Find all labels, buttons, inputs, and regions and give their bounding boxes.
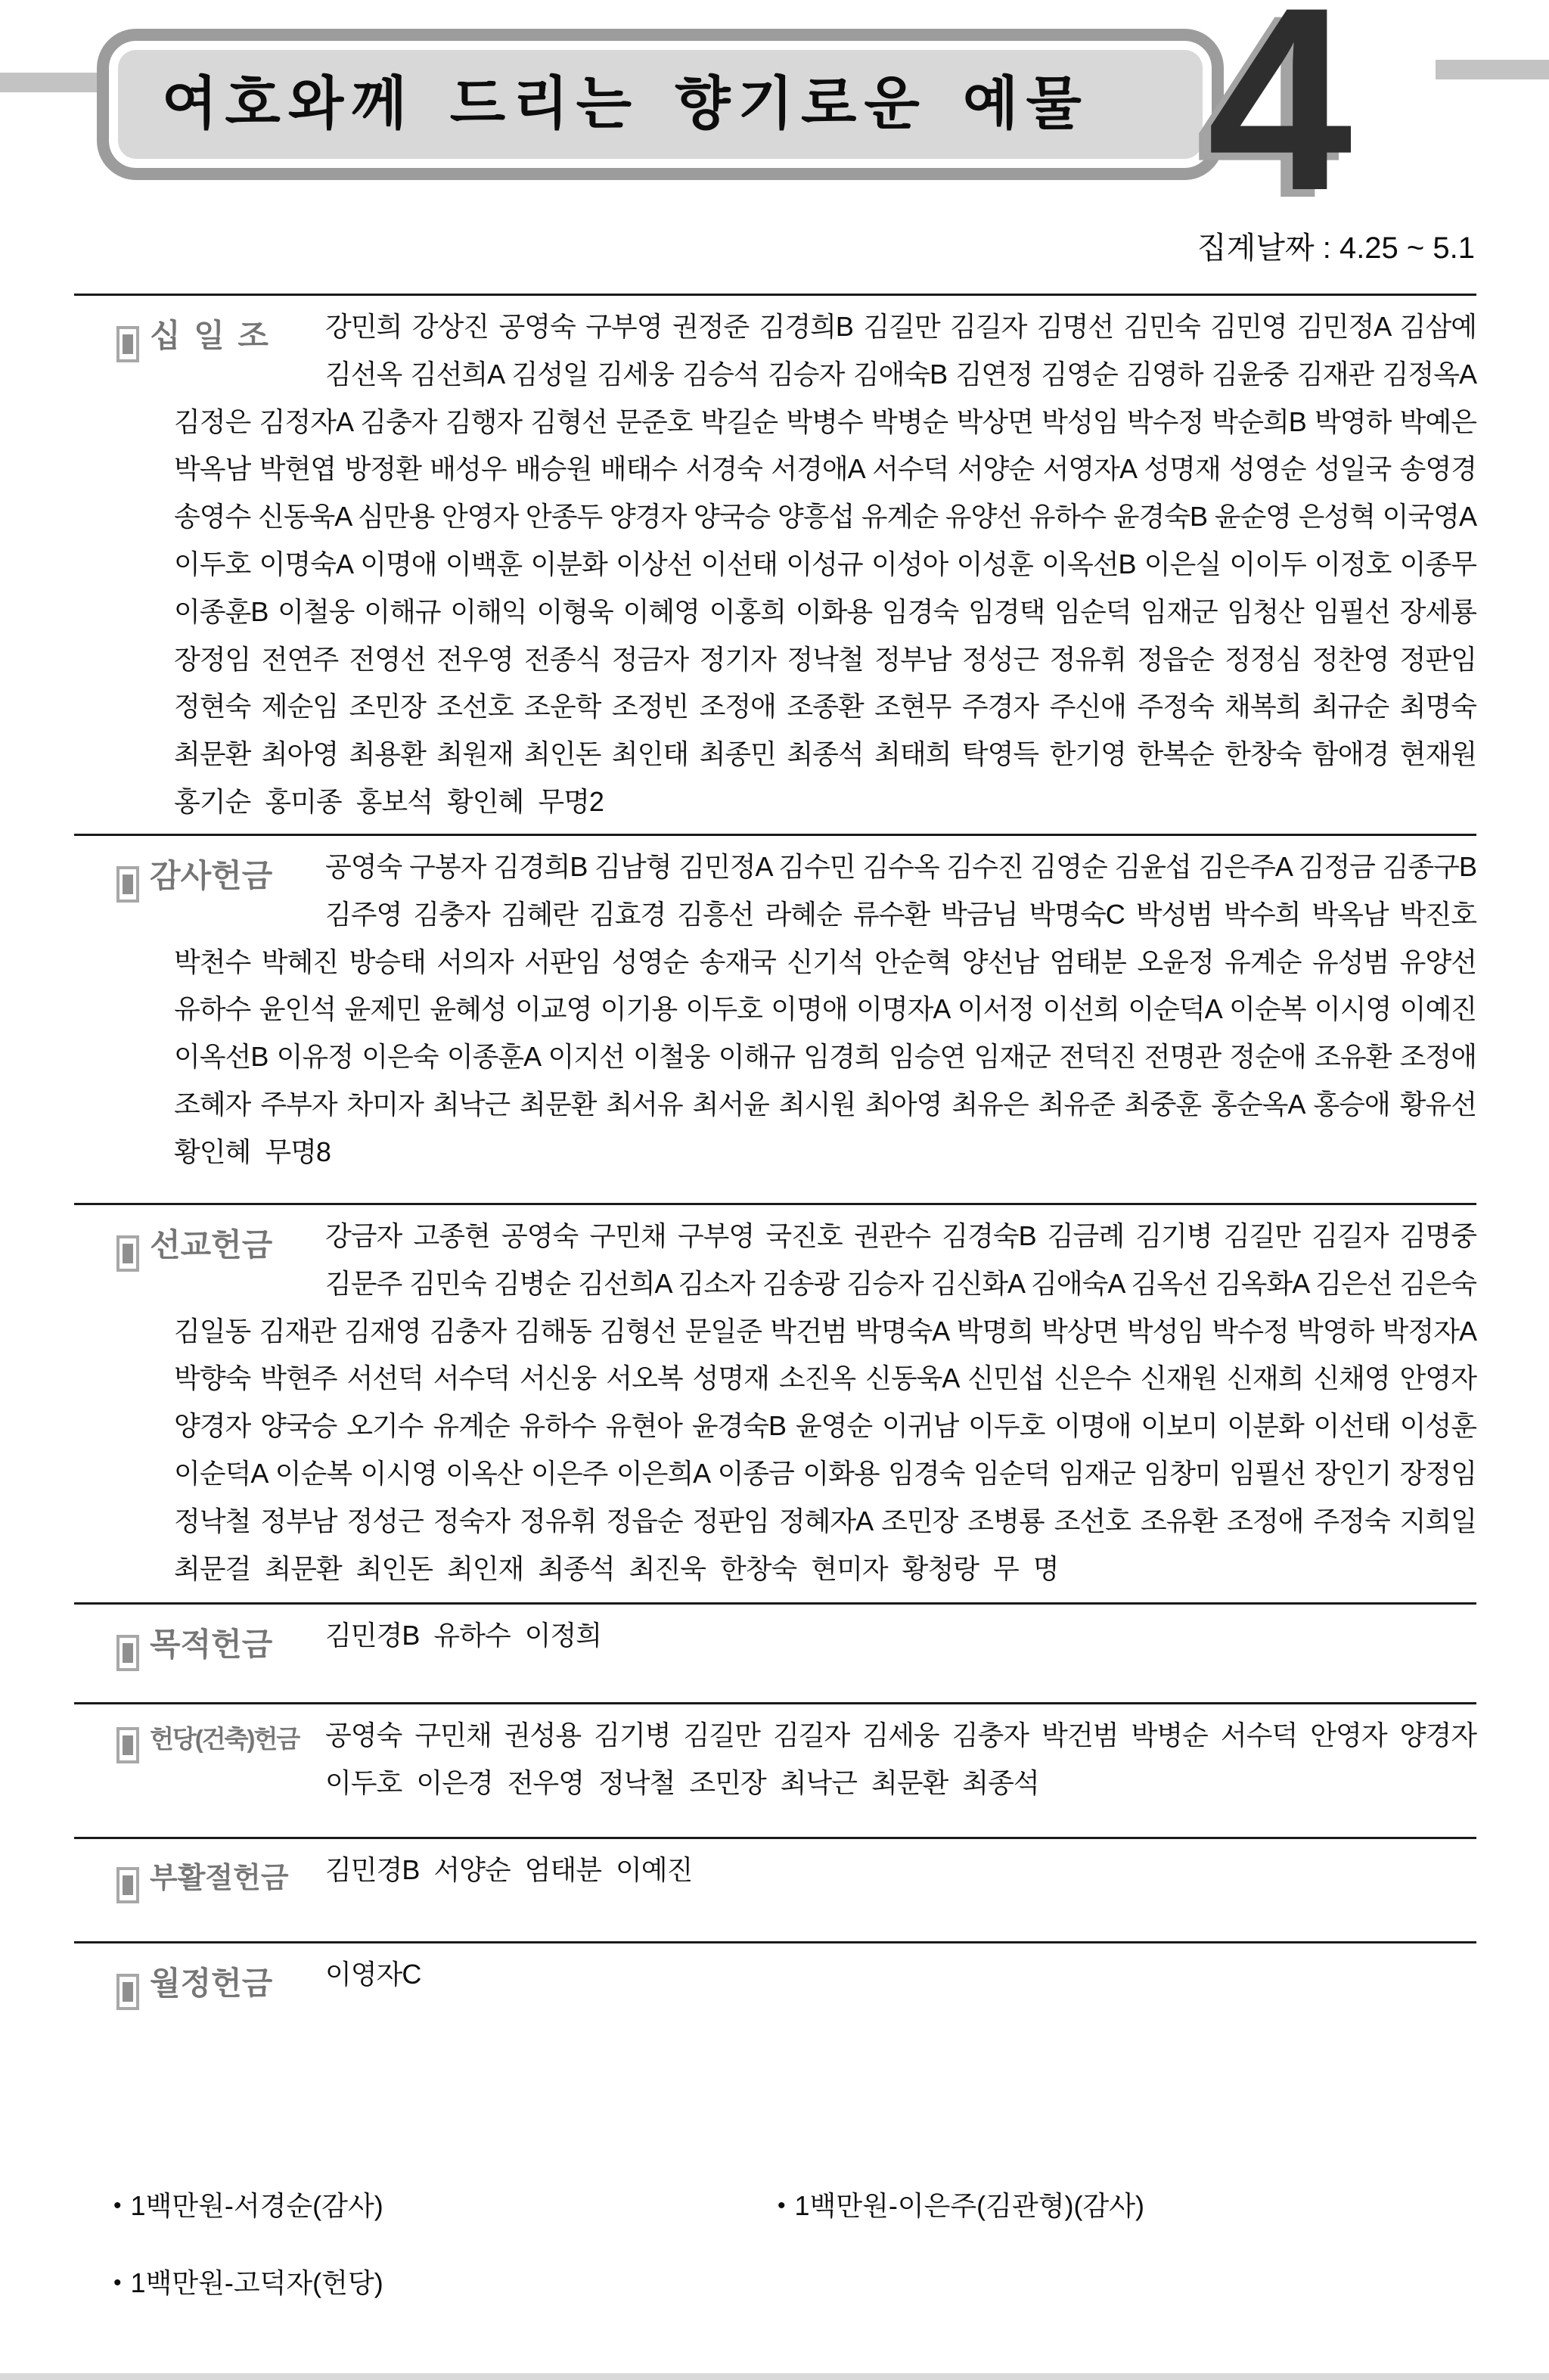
section-bullet-icon: [116, 1635, 139, 1671]
issue-number: 4: [1207, 0, 1352, 245]
offering-names-line: 조혜자 주부자 차미자 최낙근 최문환 최서유 최서윤 최시원 최아영 최유은 최유준 최중훈 홍순옥A 홍승애 황유선: [174, 1088, 1476, 1120]
offering-names-line: 홍기순 홍미종 홍보석 황인혜 무명2: [174, 785, 604, 817]
offering-names-line: 박향숙 박현주 서선덕 서수덕 서신웅 서오복 성명재 소진옥 신동욱A 신민섭 신은수 신재원 신재희 신채영 안영자: [174, 1362, 1476, 1394]
section-building: [74, 1702, 1476, 1807]
offering-names-line: 김주영 김충자 김혜란 김효경 김흥선 라혜순 류수환 박금님 박명숙C 박성범 박수희 박옥남 박진호: [325, 898, 1476, 930]
section-label-text: 월정헌금: [150, 1965, 273, 2001]
section-name-lines: [74, 1943, 1476, 1999]
offering-names-line: 유하수 윤인석 윤제민 윤혜성 이교영 이기용 이두호 이명애 이명자A 이서정 이선희 이순덕A 이순복 이시영 이예진: [174, 993, 1476, 1025]
section-label: [116, 1854, 289, 1903]
section-purpose: [74, 1602, 1476, 1660]
note-item: • 1백만원-고덕자(헌당): [113, 2267, 383, 2298]
offering-names-line: 이종훈B 이철웅 이해규 이해익 이형욱 이혜영 이홍희 이화용 임경숙 임경택 임순덕 임재군 임청산 임필선 장세룡: [174, 595, 1476, 627]
section-name-lines: [74, 1605, 1476, 1660]
section-tithe: [74, 294, 1476, 826]
section-mission: [74, 1203, 1476, 1592]
section-label-text: 부활절헌금: [150, 1863, 289, 1894]
section-name-lines: [74, 296, 1476, 826]
offering-names-line: 강민희 강상진 공영숙 구부영 권정준 김경희B 김길만 김길자 김명선 김민숙 김민영 김민정A 김삼예: [325, 311, 1476, 342]
offering-names-line: 이순덕A 이순복 이시영 이옥산 이은주 이은희A 이종금 이화용 임경숙 임순덕 임재군 임창미 임필선 장인기 장정임: [174, 1457, 1476, 1489]
note-item: • 1백만원-이은주(김관형)(감사): [778, 2190, 1145, 2221]
section-bullet-icon: [116, 1867, 139, 1903]
section-thanksgiving: [74, 834, 1476, 1176]
section-label-text: 선교헌금: [150, 1227, 273, 1263]
offering-names-line: 최문환 최아영 최용환 최원재 최인돈 최인태 최종민 최종석 최태희 탁영득 한기영 한복순 한창숙 함애경 현재원: [174, 738, 1476, 770]
tally-date: 집계날짜 : 4.25 ~ 5.1: [1197, 231, 1475, 265]
offering-names-line: 김민경B 유하수 이정희: [325, 1620, 601, 1651]
offering-names-line: 박천수 박혜진 방승태 서의자 서판임 성영순 송재국 신기석 안순혁 양선남 엄태분 오윤정 유계순 유성범 유양선: [174, 946, 1476, 977]
offering-names-line: 김정은 김정자A 김충자 김행자 김형선 문준호 박길순 박병수 박병순 박상면 박성임 박수정 박순희B 박영하 박예은: [174, 405, 1476, 437]
section-name-lines: [74, 1205, 1476, 1592]
offering-names-line: 정현숙 제순임 조민장 조선호 조운학 조정빈 조정애 조종환 조현무 주경자 주신애 주정숙 채복희 최규순 최명숙: [174, 691, 1476, 722]
section-monthly: [74, 1941, 1476, 1999]
section-bullet-icon: [116, 1727, 139, 1763]
section-bullet-icon: [116, 1974, 139, 2010]
bottom-edge-bar: [0, 2373, 1549, 2380]
bullet-icon: •: [113, 2270, 122, 2295]
offering-names-line: 공영숙 구봉자 김경희B 김남형 김민정A 김수민 김수옥 김수진 김영순 김윤섭 김은주A 김정금 김종구B: [325, 851, 1476, 882]
section-label-text: 십일조: [150, 318, 282, 353]
section-label-text: 목적헌금: [150, 1627, 273, 1662]
bullet-icon: •: [113, 2193, 122, 2218]
title-banner: [97, 29, 1224, 180]
offering-names-line: 박옥남 박현엽 방정환 배성우 배승원 배태수 서경숙 서경애A 서수덕 서양순 서영자A 성명재 성영순 성일국 송영경: [174, 453, 1476, 485]
section-label: [116, 1959, 272, 2010]
section-label-text: 헌당(건축)헌금: [150, 1725, 300, 1753]
offering-names-line: 김선옥 김선희A 김성일 김세웅 김승석 김승자 김애숙B 김연정 김영순 김영하 김윤중 김재관 김정옥A: [325, 358, 1476, 390]
offering-names-line: 이두호 이은경 전우영 정낙철 조민장 최낙근 최문환 최종석: [325, 1766, 1039, 1798]
offering-names-line: 공영숙 구민채 권성용 김기병 김길만 김길자 김세웅 김충자 박건범 박병순 서수덕 안영자 양경자: [325, 1720, 1476, 1751]
offering-names-line: 김민경B 서양순 엄태분 이예진: [325, 1854, 693, 1885]
bullet-icon: •: [778, 2193, 786, 2218]
section-easter: [74, 1837, 1476, 1894]
section-label: [116, 851, 272, 903]
section-label: [116, 311, 282, 362]
offering-names-line: 김문주 김민숙 김병순 김선희A 김소자 김송광 김승자 김신화A 김애숙A 김옥선 김옥화A 김은선 김은숙: [325, 1267, 1476, 1299]
offering-names-line: 장정임 전연주 전영선 전우영 전종식 정금자 정기자 정낙철 정부남 정성근 정유휘 정읍순 정정심 정찬영 정판임: [174, 643, 1476, 675]
offering-names-line: 이두호 이명숙A 이명애 이백훈 이분화 이상선 이선태 이성규 이성아 이성훈 이옥선B 이은실 이이두 이정호 이종무: [174, 548, 1476, 579]
note-item: • 1백만원-서경순(감사): [113, 2190, 383, 2221]
offering-names-line: 이옥선B 이유정 이은숙 이종훈A 이지선 이철웅 이해규 임경희 임승연 임재군 전덕진 전명관 정순애 조유환 조정애: [174, 1041, 1476, 1073]
section-bullet-icon: [116, 326, 139, 362]
offering-names-line: 송영수 신동욱A 심만용 안영자 안종두 양경자 양국승 양흥섭 유계순 유양선 유하수 윤경숙B 윤순영 은성혁 이국영A: [174, 501, 1476, 533]
offering-names-line: 김일동 김재관 김재영 김충자 김해동 김형선 문일준 박건범 박명숙A 박명희 박상면 박성임 박수정 박영하 박정자A: [174, 1315, 1476, 1347]
offering-names-line: 황인혜 무명8: [174, 1136, 331, 1167]
section-label: [116, 1220, 272, 1272]
offering-names-line: 최문걸 최문환 최인돈 최인재 최종석 최진욱 한창숙 현미자 황청랑 무 명: [174, 1552, 1059, 1584]
section-label: [116, 1720, 299, 1763]
decorative-stripe-right: [1436, 60, 1549, 79]
offering-names-line: 정낙철 정부남 정성근 정숙자 정유휘 정읍순 정판임 정혜자A 조민장 조병룡 조선호 조유환 조정애 주정숙 지희일: [174, 1505, 1476, 1536]
section-label-text: 감사헌금: [150, 858, 273, 893]
offering-names-line: 이영자C: [325, 1959, 421, 1990]
offering-names-line: 강금자 고종현 공영숙 구민채 구부영 국진호 권관수 김경숙B 김금례 김기병 김길만 김길자 김명중: [325, 1220, 1476, 1251]
section-label: [116, 1620, 272, 1671]
offering-names-line: 양경자 양국승 오기수 유계순 유하수 유현아 윤경숙B 윤영순 이귀남 이두호 이명애 이보미 이분화 이선태 이성훈: [174, 1410, 1476, 1442]
section-name-lines: [74, 836, 1476, 1176]
page-title: 여호와께 드리는 향기로운 예물: [162, 72, 1089, 136]
section-bullet-icon: [116, 866, 139, 903]
section-bullet-icon: [116, 1235, 139, 1272]
